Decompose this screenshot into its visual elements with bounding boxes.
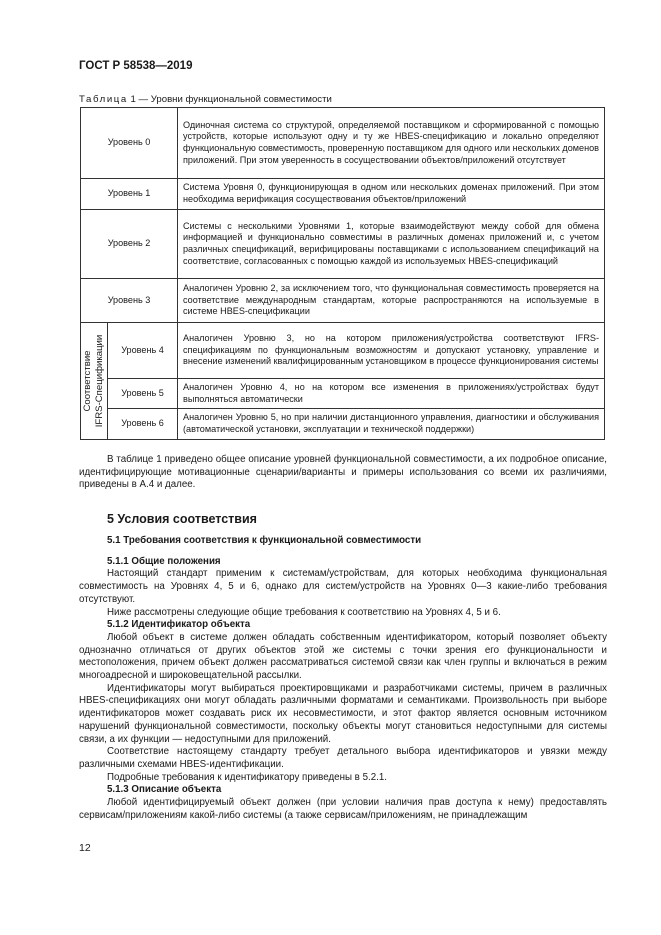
table-row <box>81 379 605 409</box>
intro-block <box>79 454 607 492</box>
ifrs-compliance-group-label <box>81 323 108 440</box>
table-caption-title: 1 — Уровни функциональной совместимости <box>127 94 332 105</box>
level-name: Уровень 0 <box>81 108 178 179</box>
ifrs-compliance-label-line1: Соответствие <box>82 350 94 412</box>
table-row <box>81 279 605 323</box>
level-description: Аналогичен Уровню 5, но при наличии дистанционного управления, диагностики и обслуживания (автоматической установки, эксплуатации и технической поддержки) <box>178 409 605 440</box>
level-description: Аналогичен Уровню 3, но на котором приложения/устройства соответствуют IFRS-спецификациям по функциональным возможностям и допускают установку, управление и внесение изменений квалифицированным установщиком в процессе функционирования системы <box>178 323 605 379</box>
table-row <box>81 179 605 210</box>
table-row <box>81 323 605 379</box>
level-name: Уровень 4 <box>108 323 178 379</box>
level-description: Системы с несколькими Уровнями 1, которые взаимодействуют между собой для обмена информацией и функционально совместимы в различных доменах приложений и, с учетом различных спецификаций, верифицированы поставщиками с использованием спецификаций на соответствие, согласованных с помощью каждой из используемых HBES-спецификаций <box>178 210 605 279</box>
level-description: Аналогичен Уровню 4, но на котором все изменения в приложениях/устройствах будут выполняться автоматически <box>178 379 605 409</box>
level-name: Уровень 2 <box>81 210 178 279</box>
table-caption <box>79 94 332 105</box>
section-5-title: 5 Условия соответствия <box>107 512 257 526</box>
page-number: 12 <box>79 842 91 854</box>
level-name: Уровень 5 <box>108 379 178 409</box>
intro-paragraph: В таблице 1 приведено общее описание уровней функциональной совместимости, а их подробное описание, идентифицирующие мотивационные сценарии/варианты и примеры использования со всеми их различиями, приведены в А.4 и далее. <box>79 454 607 491</box>
level-description: Система Уровня 0, функционирующая в одном или нескольких доменах приложений. При этом необходима верификация сосуществования объектов/приложений <box>178 179 605 210</box>
section-5-body <box>79 535 607 822</box>
paragraph: Настоящий стандарт применим к системам/устройствам, для которых необходима функциональная совместимость на Уровнях 4, 5 и 6, однако для систем/устройств на Уровнях 0—3 какие-либо требования отсутствуют. <box>79 568 607 605</box>
level-description: Одиночная система со структурой, определяемой поставщиком и сформированной с помощью устройств, которые используют одну и ту же HBES-спецификацию и локально определяют функциональную совместимость, проверенную поставщиком для одного или нескольких доменов приложений. При этом уверенность в сосуществовании объектов/приложений отсутствует <box>178 108 605 179</box>
table-row <box>81 108 605 179</box>
subsection-5-1-1-title: 5.1.1 Общие положения <box>107 555 221 567</box>
level-name: Уровень 1 <box>81 179 178 210</box>
interoperability-levels-table <box>80 107 605 440</box>
paragraph: Любой идентифицируемый объект должен (при условии наличия прав доступа к нему) предоставлять сервисам/приложениям какой-либо системы (а также сервисам/приложениям, не принадлежащим <box>79 797 607 821</box>
ifrs-compliance-label <box>82 335 106 428</box>
table-caption-prefix: Таблица <box>79 94 128 105</box>
paragraph: Любой объект в системе должен обладать собственным идентификатором, который позволяет объекту однозначно отличаться от других объектов этой же системы с точки зрения его функциональности и местоположения, причем объект должен рассматриваться системой связи как член группы и включаться в режим многоадресной и широковещательной рассылки. <box>79 631 607 682</box>
ifrs-compliance-label-line2: IFRS-Спецификации <box>94 334 105 428</box>
paragraph: Соответствие настоящему стандарту требует детального выбора идентификаторов и увязки между различными схемами HBES-идентификации. <box>79 746 607 770</box>
level-description: Аналогичен Уровню 2, за исключением того, что функциональная совместимость проверяется на соответствие международным стандартам, которые распространяются на используемые в системе HBES-спецификации <box>178 279 605 323</box>
subsection-5-1-3-title: 5.1.3 Описание объекта <box>107 784 222 796</box>
subsection-5-1-title: 5.1 Требования соответствия к функциональной совместимости <box>107 535 422 546</box>
level-name: Уровень 3 <box>81 279 178 323</box>
table-row <box>81 210 605 279</box>
paragraph: Подробные требования к идентификатору приведены в 5.2.1. <box>107 771 387 783</box>
level-name: Уровень 6 <box>108 409 178 440</box>
document-header: ГОСТ Р 58538—2019 <box>79 60 193 72</box>
paragraph: Идентификаторы могут выбираться проектировщиками и разработчиками системы, причем в различных HBES-спецификациях они могут обладать различными форматами и семантиками. Произвольность при выборе идентификаторов может создавать риск их несовместимости, и этот фактор является основным источником нарушений функциональной совместимости, поскольку объекты могут становиться недоступными для системы связи, а их функции — недоступными для приложений. <box>79 682 607 745</box>
subsection-5-1-2-title: 5.1.2 Идентификатор объекта <box>107 619 251 631</box>
paragraph: Ниже рассмотрены следующие общие требования к соответствию на Уровнях 4, 5 и 6. <box>107 606 501 618</box>
table-row <box>81 409 605 440</box>
